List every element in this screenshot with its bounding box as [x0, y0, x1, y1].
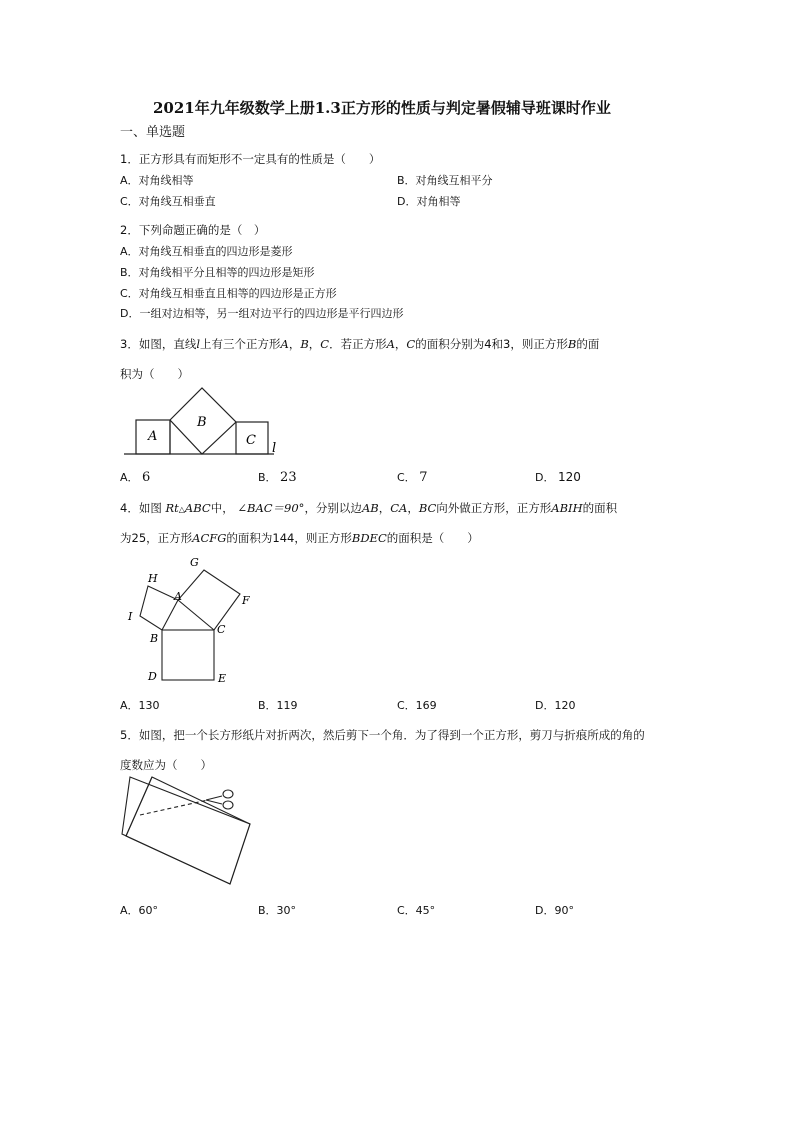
q3-option-b: B． 23 — [258, 470, 297, 485]
question-5-stem-line2: 度数应为（ ） — [120, 758, 212, 772]
cut-line — [140, 800, 208, 815]
svg-text:D: D — [148, 670, 157, 683]
svg-text:C: C — [217, 623, 226, 636]
q1-option-d: D．对角相等 — [397, 195, 461, 208]
svg-text:E: E — [218, 672, 227, 685]
label-a: A — [148, 429, 158, 444]
section-heading: 一、单选题 — [120, 125, 186, 140]
square-abih — [140, 586, 178, 630]
question-4-stem-line2: 为25，正方形ACFG的面积为144，则正方形BDEC的面积是（ ） — [120, 531, 479, 545]
q2-option-c: C．对角线互相垂直且相等的四边形是正方形 — [120, 287, 337, 300]
folded-paper-scissors-figure — [118, 774, 258, 889]
scissors-icon — [206, 790, 233, 809]
label-b: B — [197, 415, 207, 430]
q5-option-c: C．45° — [397, 904, 436, 917]
label-c: C — [246, 433, 256, 448]
q2-option-a: A．对角线互相垂直的四边形是菱形 — [120, 245, 293, 258]
q4-option-d: D．120 — [535, 699, 576, 712]
question-3-stem-line1: 3．如图，直线l上有三个正方形A，B，C．若正方形A，C的面积分别为4和3，则正方形B的面 — [120, 337, 600, 351]
squares-on-line-figure — [120, 382, 290, 462]
q1-option-b: B．对角线互相平分 — [397, 174, 493, 187]
q1-option-a: A．对角线相等 — [120, 174, 194, 187]
question-4-stem-line1: 4．如图 Rt△ABC中， ∠BAC＝90°，分别以边AB，CA，BC向外做正方形，正方形ABIH的面积 — [120, 501, 618, 515]
q3-option-c: C． 7 — [397, 470, 428, 485]
svg-text:G: G — [190, 556, 199, 569]
q2-option-d: D．一组对边相等，另一组对边平行的四边形是平行四边形 — [120, 307, 404, 320]
square-bdec — [162, 630, 214, 680]
question-5-stem-line1: 5．如图，把一个长方形纸片对折两次，然后剪下一个角．为了得到一个正方形，剪刀与折痕所成的角的 — [120, 728, 645, 742]
q1-option-c: C．对角线互相垂直 — [120, 195, 216, 208]
pythagoras-squares-figure — [120, 552, 260, 692]
question-3-stem-line2: 积为（ ） — [120, 367, 189, 381]
q4-option-b: B．119 — [258, 699, 298, 712]
label-l: l — [272, 441, 277, 456]
q5-option-a: A．60° — [120, 904, 159, 917]
q4-option-a: A．130 — [120, 699, 160, 712]
square-acfg — [178, 570, 240, 630]
page-title: 2021年九年级数学上册1.3正方形的性质与判定暑假辅导班课时作业 — [153, 99, 611, 117]
q3-option-d: D． 120 — [535, 470, 581, 484]
question-2-stem: 2．下列命题正确的是（ ） — [120, 223, 266, 237]
svg-text:I: I — [128, 610, 133, 623]
svg-text:B: B — [150, 632, 159, 645]
svg-text:F: F — [242, 594, 250, 607]
q4-option-c: C．169 — [397, 699, 437, 712]
svg-text:A: A — [174, 590, 182, 603]
q2-option-b: B．对角线相平分且相等的四边形是矩形 — [120, 266, 315, 279]
svg-text:H: H — [148, 572, 158, 585]
q3-option-a: A． 6 — [120, 470, 151, 485]
q5-option-b: B．30° — [258, 904, 297, 917]
question-1-stem: 1．正方形具有而矩形不一定具有的性质是（ ） — [120, 152, 381, 166]
q5-option-d: D．90° — [535, 904, 574, 917]
